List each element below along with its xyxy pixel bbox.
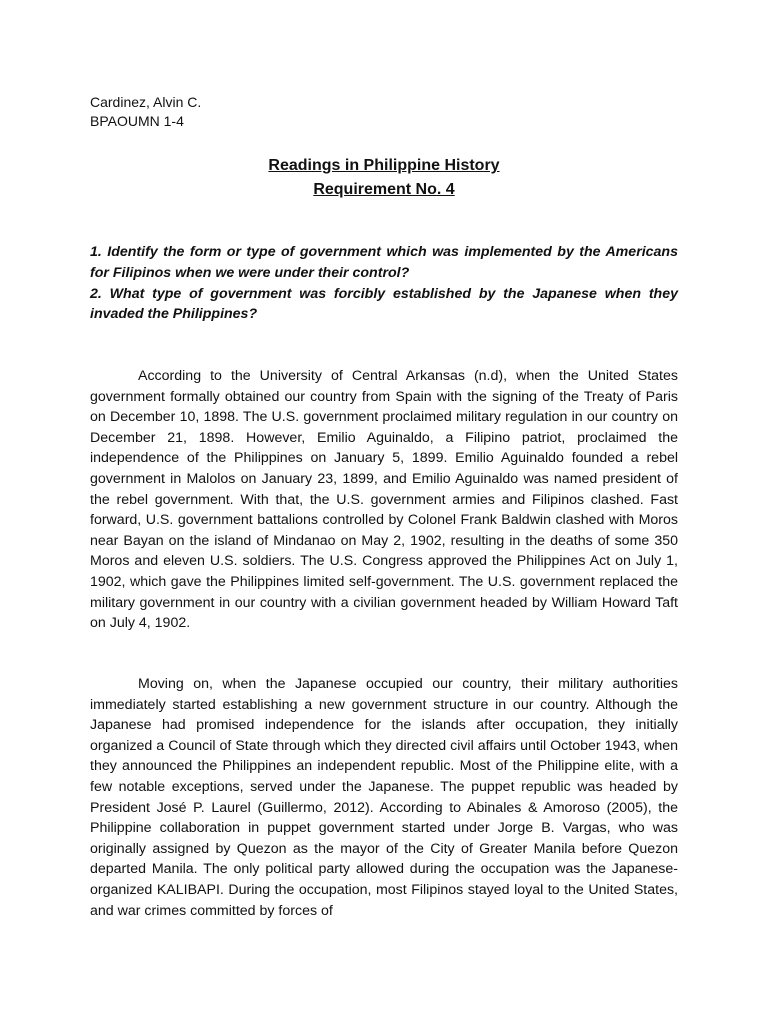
body-paragraph-2: Moving on, when the Japanese occupied our country, their military authorities immediately started establishing a new government structure in our country. Although the Japanese had promised independence for the islands after occupation, they initially organized a Council of State through which they directed civil affairs until October 1943, when they announced the Philippines an independent republic. Most of the Philippine elite, with a few notable exceptions, served under the Japanese. The puppet republic was headed by President José P. Laurel (Guillermo, 2012). According to Abinales & Amoroso (2005), the Philippine collaboration in puppet government started under Jorge B. Vargas, who was originally assigned by Quezon as the mayor of the City of Greater Manila before Quezon departed Manila. The only political party allowed during the occupation was the Japanese-organized KALIBAPI. During the occupation, most Filipinos stayed loyal to the United States, and war crimes committed by forces of — [90, 676, 678, 919]
title-line-2: Requirement No. 4 — [313, 181, 455, 198]
author-block — [90, 93, 201, 131]
author-section: BPAOUMN 1-4 — [90, 113, 184, 129]
author-name: Cardinez, Alvin C. — [90, 94, 202, 110]
questions-block — [90, 242, 678, 325]
question-1: 1. Identify the form or type of government which was implemented by the Americans for Filipinos when we were under their control? — [90, 244, 678, 281]
body-paragraph-1: According to the University of Central Arkansas (n.d), when the United States government formally obtained our country from Spain with the signing of the Treaty of Paris on December 10, 1898. The U.S. government proclaimed military regulation in our country on December 21, 1898. However, Emilio Aguinaldo, a Filipino patriot, proclaimed the independence of the Philippines on January 5, 1899. Emilio Aguinaldo founded a rebel government in Malolos on January 23, 1899, and Emilio Aguinaldo was named president of the rebel government. With that, the U.S. government armies and Filipinos clashed. Fast forward, U.S. government battalions controlled by Colonel Frank Baldwin clashed with Moros near Bayan on the island of Mindanao on May 2, 1902, resulting in the deaths of some 350 Moros and eleven U.S. soldiers. The U.S. Congress approved the Philippines Act on July 1, 1902, which gave the Philippines limited self-government. The U.S. government replaced the military government in our country with a civilian government headed by William Howard Taft on July 4, 1902. — [90, 368, 678, 632]
title-line-1: Readings in Philippine History — [268, 157, 500, 174]
question-2: 2. What type of government was forcibly established by the Japanese when they invaded the Philippines? — [90, 285, 678, 323]
document-title — [90, 154, 678, 202]
